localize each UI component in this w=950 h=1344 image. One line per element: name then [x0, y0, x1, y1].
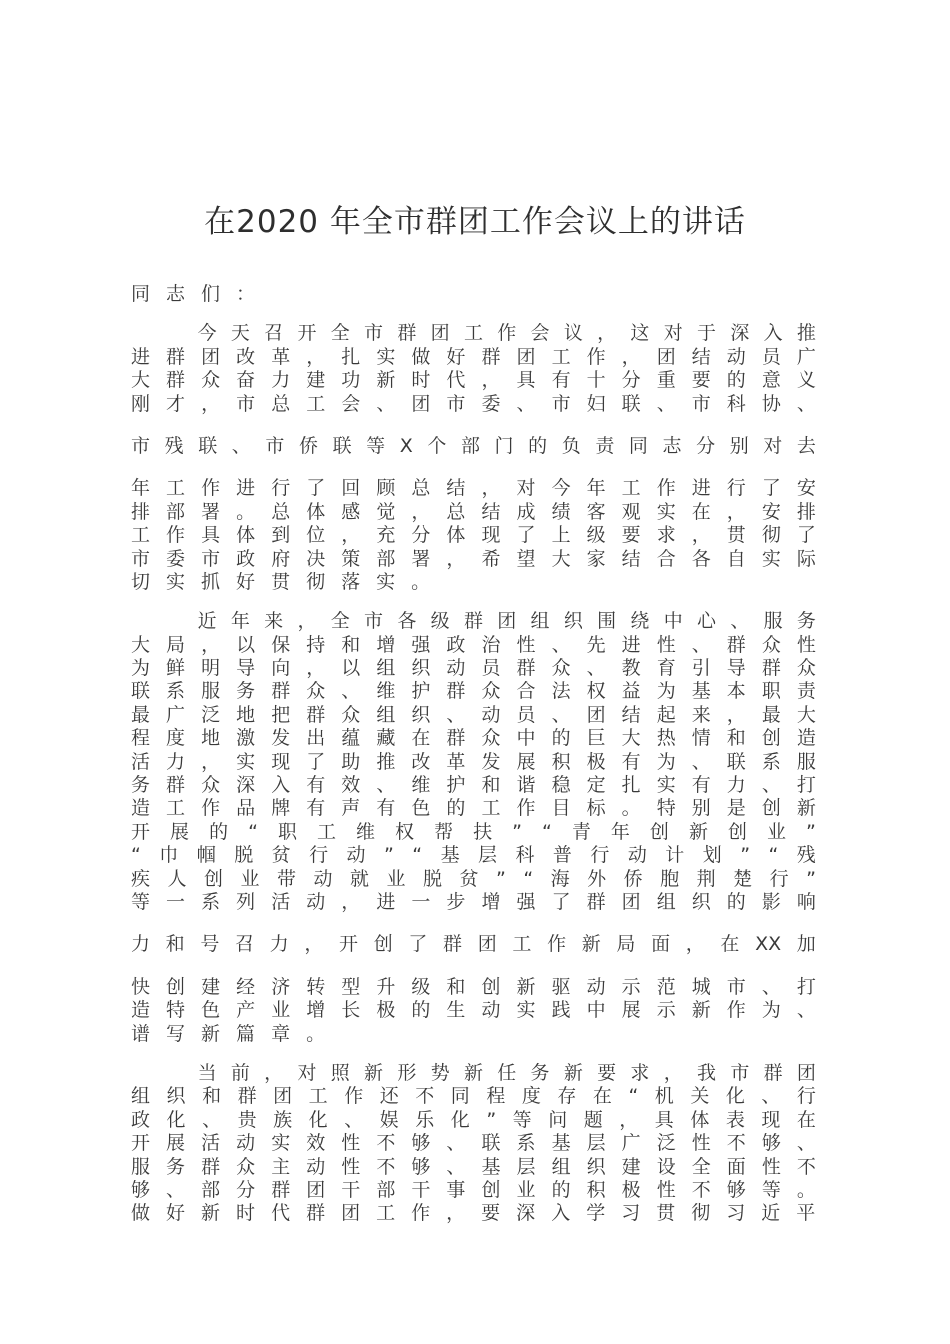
- paragraph-line: 政 化 、 贵 族 化 、 娱 乐 化 ” 等 问 题 ， 具 体 表 现 在: [131, 1108, 816, 1131]
- paragraph-line: “ 巾 帼 脱 贫 行 动 ” “ 基 层 科 普 行 动 计 划 ” “ 残: [131, 844, 816, 867]
- paragraph-line: 当 前 ， 对 照 新 形 势 新 任 务 新 要 求 ， 我 市 群 团: [197, 1061, 816, 1084]
- paragraph-line: 切 实 抓 好 贯 彻 落 实 。: [131, 570, 431, 593]
- paragraph-line: 开 展 的 “ 职 工 维 权 帮 扶 ” “ 青 年 创 新 创 业 ”: [131, 820, 816, 843]
- paragraph-line: 刚 才 ， 市 总 工 会 、 团 市 委 、 市 妇 联 、 市 科 协 、: [131, 392, 816, 415]
- paragraph-gap: [131, 594, 816, 610]
- paragraph-line: 近 年 来 ， 全 市 各 级 群 团 组 织 围 绕 中 心 、 服 务: [197, 610, 816, 633]
- paragraph-gap: [131, 306, 816, 322]
- paragraph-line: 排 部 署 。 总 体 感 觉 ， 总 结 成 绩 客 观 实 在 ， 安 排: [131, 500, 816, 523]
- paragraph-line: 服 务 群 众 主 动 性 不 够 、 基 层 组 织 建 设 全 面 性 不: [131, 1155, 816, 1178]
- paragraph-line: 联 系 服 务 群 众 、 维 护 群 众 合 法 权 益 为 基 本 职 责: [131, 680, 816, 703]
- paragraph-line: 造 特 色 产 业 增 长 极 的 生 动 实 践 中 展 示 新 作 为 、: [131, 999, 816, 1022]
- paragraph-line: 市 残 联 、 市 侨 联 等 X 个 部 门 的 负 责 同 志 分 别 对 去: [131, 434, 816, 457]
- paragraph-line: 快 创 建 经 济 转 型 升 级 和 创 新 驱 动 示 范 城 市 、 打: [131, 975, 816, 998]
- paragraph-line: 进 群 团 改 革 ， 扎 实 做 好 群 团 工 作 ， 团 结 动 员 广: [131, 345, 816, 368]
- paragraph-line: 造 工 作 品 牌 有 声 有 色 的 工 作 目 标 。 特 别 是 创 新: [131, 797, 816, 820]
- paragraph-line: 务 群 众 深 入 有 效 、 维 护 和 谐 稳 定 扎 实 有 力 、 打: [131, 774, 816, 797]
- line-gap: [131, 458, 816, 477]
- paragraph-line: 大 局 ， 以 保 持 和 增 强 政 治 性 、 先 进 性 、 群 众 性: [131, 633, 816, 656]
- line-gap: [131, 957, 816, 976]
- paragraph-line: 工 作 具 体 到 位 ， 充 分 体 现 了 上 级 要 求 ， 贯 彻 了: [131, 524, 816, 547]
- paragraph-line: 今 天 召 开 全 市 群 团 工 作 会 议 ， 这 对 于 深 入 推: [197, 322, 816, 345]
- paragraph-line: 疾 人 创 业 带 动 就 业 脱 贫 ” “ 海 外 侨 胞 荆 楚 行 ”: [131, 867, 816, 890]
- paragraph-line: 谱 写 新 篇 章 。: [131, 1022, 326, 1045]
- paragraph-line: 开 展 活 动 实 效 性 不 够 、 联 系 基 层 广 泛 性 不 够 、: [131, 1132, 816, 1155]
- paragraph-line: 组 织 和 群 团 工 作 还 不 同 程 度 存 在 “ 机 关 化 、 行: [131, 1085, 816, 1108]
- paragraph-line: 最 广 泛 地 把 群 众 组 织 、 动 员 、 团 结 起 来 ， 最 大: [131, 703, 816, 726]
- paragraph-line: 等 一 系 列 活 动 ， 进 一 步 增 强 了 群 团 组 织 的 影 响: [131, 890, 816, 913]
- line-gap: [131, 416, 816, 435]
- paragraph-gap: [131, 1046, 816, 1062]
- paragraph-line: 够 、 部 分 群 团 干 部 干 事 创 业 的 积 极 性 不 够 等 。: [131, 1178, 816, 1201]
- paragraph-line: 市 委 市 政 府 决 策 部 署 ， 希 望 大 家 结 合 各 自 实 际: [131, 547, 816, 570]
- document-body: [131, 283, 816, 1226]
- paragraph-line: 年 工 作 进 行 了 回 顾 总 结 ， 对 今 年 工 作 进 行 了 安: [131, 477, 816, 500]
- paragraph-line: 做 好 新 时 代 群 团 工 作 ， 要 深 入 学 习 贯 彻 习 近 平: [131, 1202, 816, 1225]
- paragraph-line: 同 志 们 ：: [131, 283, 256, 305]
- paragraph-line: 大 群 众 奋 力 建 功 新 时 代 ， 具 有 十 分 重 要 的 意 义: [131, 369, 816, 392]
- paragraph-line: 活 力 ， 实 现 了 助 推 改 革 发 展 积 极 有 为 、 联 系 服: [131, 750, 816, 773]
- paragraph-line: 为 鲜 明 导 向 ， 以 组 织 动 员 群 众 、 教 育 引 导 群 众: [131, 657, 816, 680]
- document-title: 在2020 年全市群团工作会议上的讲话: [204, 204, 746, 240]
- line-gap: [131, 914, 816, 933]
- paragraph-line: 程 度 地 激 发 出 蕴 藏 在 群 众 中 的 巨 大 热 情 和 创 造: [131, 727, 816, 750]
- paragraph-line: 力 和 号 召 力 ， 开 创 了 群 团 工 作 新 局 面 ， 在 XX 加: [131, 933, 816, 956]
